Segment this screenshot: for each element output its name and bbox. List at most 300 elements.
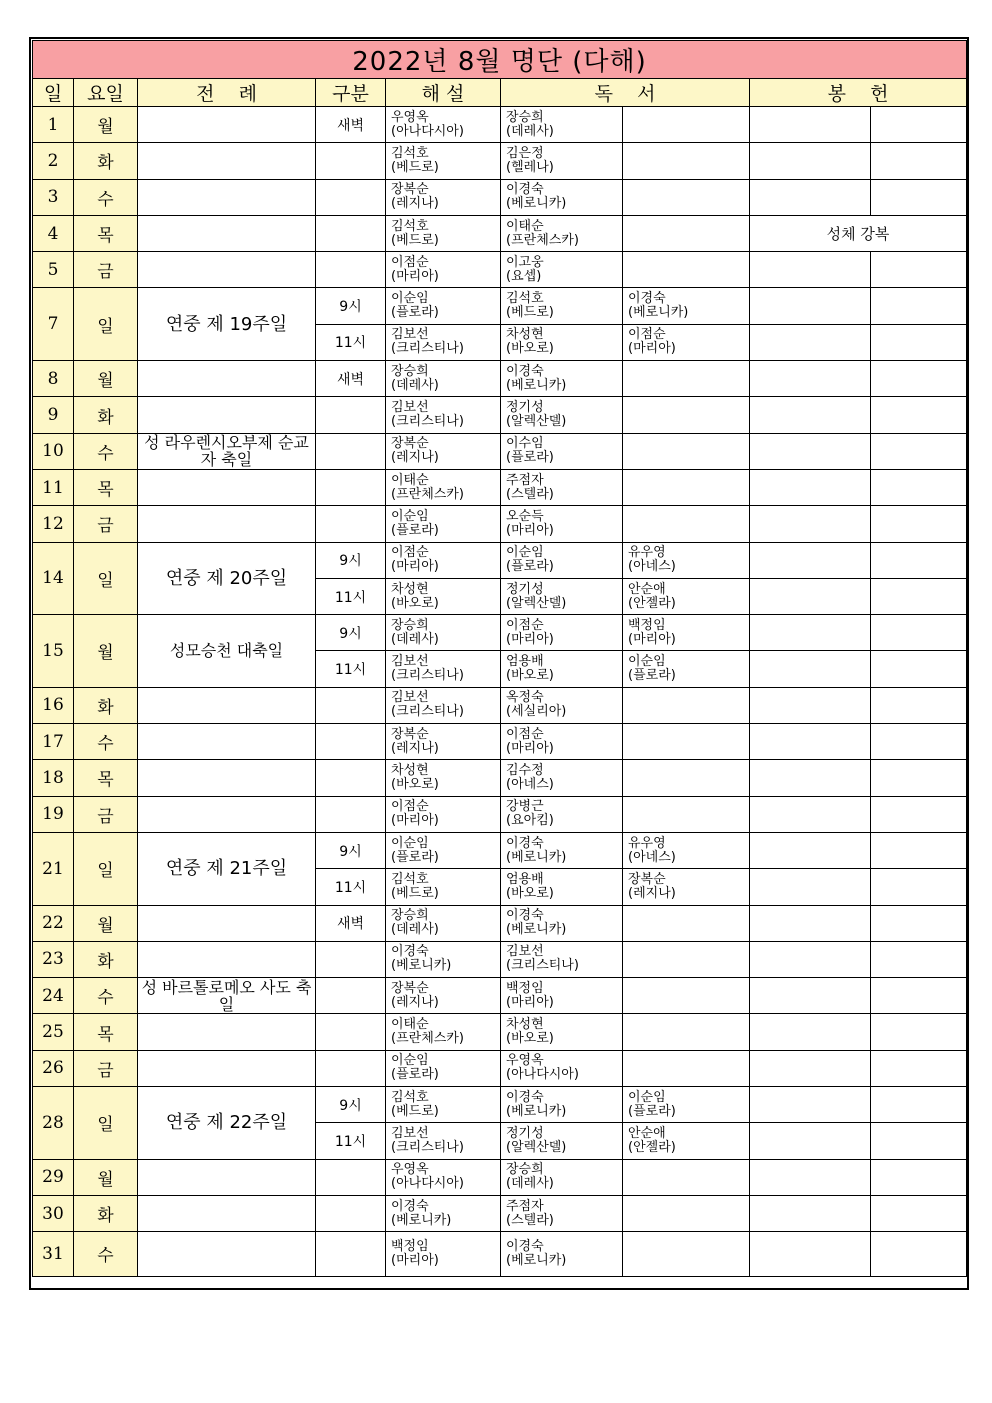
table-row: [33, 143, 967, 179]
person-name: 정기성: [506, 1125, 544, 1141]
table-row: [33, 615, 967, 651]
baptismal-name: (알렉산델): [506, 414, 567, 430]
cell-reader-1: [501, 506, 623, 542]
baptismal-name: (마리아): [391, 1252, 439, 1268]
table-row: [33, 361, 967, 397]
cell-dow: 목: [74, 1014, 138, 1050]
cell-reader-2: [623, 433, 750, 469]
baptismal-name: (크리스티나): [391, 1139, 464, 1155]
person-name: 장복순: [628, 871, 666, 887]
baptismal-name: (아나다시아): [391, 1176, 464, 1192]
cell-liturgy: 연중 제 22주일: [138, 1087, 316, 1160]
cell-commentary: [386, 288, 501, 324]
cell-reader-2: [623, 252, 750, 288]
cell-offering-2: [871, 796, 967, 832]
cell-commentary: [386, 107, 501, 143]
person-name: 엄용배: [506, 654, 544, 670]
cell-offering-1: [750, 143, 871, 179]
person-name: 장승희: [391, 617, 429, 633]
cell-offering-1: [750, 905, 871, 941]
baptismal-name: (데레사): [506, 123, 554, 139]
person-name: 이경숙: [506, 1238, 544, 1254]
person-name: 이순임: [628, 654, 666, 670]
page-title: 2022년 8월 명단 (다해): [33, 41, 967, 79]
person-name: 김석호: [506, 291, 544, 307]
cell-commentary: [386, 542, 501, 578]
table-row: [33, 1232, 967, 1276]
cell-type: [316, 1159, 386, 1195]
cell-commentary: [386, 687, 501, 723]
cell-offering-1: [750, 651, 871, 687]
cell-type: [316, 941, 386, 977]
baptismal-name: (레지나): [391, 740, 439, 756]
person-name: 이경숙: [506, 182, 544, 198]
person-name: 장승희: [391, 908, 429, 924]
cell-offering-1: [750, 724, 871, 760]
cell-reader-2: [623, 941, 750, 977]
cell-dow: 화: [74, 941, 138, 977]
cell-offering-2: [871, 905, 967, 941]
cell-offering-1: [750, 1232, 871, 1276]
cell-liturgy: 연중 제 19주일: [138, 288, 316, 361]
cell-type: 9시: [316, 615, 386, 651]
cell-offering-1: [750, 506, 871, 542]
cell-day: 25: [33, 1014, 74, 1050]
cell-commentary: [386, 433, 501, 469]
cell-reader-2: [623, 107, 750, 143]
cell-reader-1: [501, 397, 623, 433]
cell-reader-1: [501, 252, 623, 288]
baptismal-name: (바오로): [506, 1031, 554, 1047]
cell-reader-2: [623, 796, 750, 832]
cell-offering-1: [750, 941, 871, 977]
cell-reader-1: [501, 1087, 623, 1123]
cell-commentary: [386, 252, 501, 288]
person-name: 오순득: [506, 508, 544, 524]
cell-offering-1: [750, 615, 871, 651]
cell-day: 29: [33, 1159, 74, 1195]
cell-reader-1: [501, 651, 623, 687]
cell-dow: 화: [74, 397, 138, 433]
cell-offering-2: [871, 433, 967, 469]
baptismal-name: (요셉): [506, 268, 542, 284]
person-name: 백정임: [391, 1238, 429, 1254]
cell-dow: 수: [74, 179, 138, 215]
person-name: 장승희: [391, 363, 429, 379]
cell-day: 23: [33, 941, 74, 977]
person-name: 백정임: [628, 617, 666, 633]
cell-offering-2: [871, 978, 967, 1014]
cell-dow: 목: [74, 760, 138, 796]
cell-dow: 화: [74, 1195, 138, 1231]
cell-type: [316, 978, 386, 1014]
cell-offering-2: [871, 542, 967, 578]
cell-liturgy: [138, 397, 316, 433]
cell-reader-1: [501, 615, 623, 651]
cell-offering-2: [871, 107, 967, 143]
baptismal-name: (헬레나): [506, 159, 554, 175]
cell-day: 31: [33, 1232, 74, 1276]
cell-liturgy: [138, 1232, 316, 1276]
baptismal-name: (바오로): [506, 341, 554, 357]
cell-type: 11시: [316, 324, 386, 360]
person-name: 이수임: [506, 436, 544, 452]
cell-offering-2: [871, 1087, 967, 1123]
cell-commentary: [386, 832, 501, 868]
person-name: 이태순: [391, 472, 429, 488]
cell-liturgy: [138, 107, 316, 143]
table-row: [33, 252, 967, 288]
cell-commentary: [386, 361, 501, 397]
table-row: [33, 941, 967, 977]
person-name: 김보선: [391, 654, 429, 670]
cell-offering-1: [750, 832, 871, 868]
cell-liturgy: [138, 760, 316, 796]
cell-offering-2: [871, 324, 967, 360]
cell-day: 26: [33, 1050, 74, 1086]
cell-reader-1: [501, 724, 623, 760]
cell-commentary: [386, 651, 501, 687]
cell-commentary: [386, 1014, 501, 1050]
cell-liturgy: 연중 제 20주일: [138, 542, 316, 615]
cell-day: 2: [33, 143, 74, 179]
baptismal-name: (마리아): [506, 522, 554, 538]
cell-type: [316, 1195, 386, 1231]
cell-offering-1: [750, 1159, 871, 1195]
person-name: 정기성: [506, 581, 544, 597]
person-name: 이태순: [506, 218, 544, 234]
baptismal-name: (베드로): [391, 1103, 439, 1119]
header-row: [33, 79, 967, 107]
baptismal-name: (요아킴): [506, 813, 554, 829]
person-name: 이점순: [391, 254, 429, 270]
cell-offering-2: [871, 1123, 967, 1159]
table-row: [33, 832, 967, 868]
cell-offering-1: [750, 469, 871, 505]
cell-day: 7: [33, 288, 74, 361]
cell-offering-1: [750, 397, 871, 433]
person-name: 이경숙: [506, 363, 544, 379]
cell-offering-2: [871, 1159, 967, 1195]
person-name: 이점순: [391, 545, 429, 561]
cell-commentary: [386, 324, 501, 360]
cell-type: [316, 215, 386, 251]
cell-day: 10: [33, 433, 74, 469]
cell-liturgy: [138, 1014, 316, 1050]
cell-commentary: [386, 615, 501, 651]
baptismal-name: (데레사): [391, 922, 439, 938]
cell-offering-1: [750, 978, 871, 1014]
cell-offering-2: [871, 179, 967, 215]
cell-commentary: [386, 905, 501, 941]
cell-dow: 금: [74, 796, 138, 832]
baptismal-name: (아나다시아): [506, 1067, 579, 1083]
cell-day: 8: [33, 361, 74, 397]
cell-dow: 일: [74, 832, 138, 905]
cell-offering-2: [871, 832, 967, 868]
cell-offering-2: [871, 869, 967, 905]
baptismal-name: (마리아): [391, 268, 439, 284]
cell-reader-2: [623, 687, 750, 723]
cell-offering-1: [750, 578, 871, 614]
baptismal-name: (플로라): [391, 1067, 439, 1083]
baptismal-name: (크리스티나): [391, 668, 464, 684]
cell-offering-2: [871, 1014, 967, 1050]
person-name: 우영옥: [391, 1162, 429, 1178]
cell-day: 5: [33, 252, 74, 288]
baptismal-name: (마리아): [506, 994, 554, 1010]
cell-dow: 수: [74, 724, 138, 760]
cell-reader-1: [501, 107, 623, 143]
table-row: [33, 1014, 967, 1050]
cell-dow: 화: [74, 143, 138, 179]
cell-commentary: [386, 1195, 501, 1231]
person-name: 차성현: [391, 762, 429, 778]
person-name: 이경숙: [506, 908, 544, 924]
cell-dow: 월: [74, 905, 138, 941]
cell-reader-2: [623, 1232, 750, 1276]
cell-reader-2: [623, 1123, 750, 1159]
cell-liturgy: 성모승천 대축일: [138, 615, 316, 688]
person-name: 이경숙: [628, 291, 666, 307]
cell-liturgy: [138, 796, 316, 832]
cell-dow: 월: [74, 361, 138, 397]
cell-reader-1: [501, 1050, 623, 1086]
cell-liturgy: [138, 724, 316, 760]
cell-offering-1: [750, 1087, 871, 1123]
cell-liturgy: [138, 143, 316, 179]
cell-type: [316, 1050, 386, 1086]
baptismal-name: (레지나): [391, 450, 439, 466]
baptismal-name: (마리아): [506, 631, 554, 647]
person-name: 이순임: [506, 545, 544, 561]
cell-offering-1: [750, 179, 871, 215]
cell-reader-1: [501, 578, 623, 614]
cell-liturgy: [138, 1159, 316, 1195]
header-reading: 독 서: [501, 79, 750, 107]
cell-reader-2: [623, 615, 750, 651]
cell-reader-2: [623, 1087, 750, 1123]
baptismal-name: (아네스): [628, 559, 676, 575]
person-name: 주점자: [506, 1198, 544, 1214]
cell-type: [316, 1232, 386, 1276]
person-name: 장승희: [506, 109, 544, 125]
cell-type: [316, 469, 386, 505]
header-commentary: 해 설: [386, 79, 501, 107]
cell-type: [316, 179, 386, 215]
baptismal-name: (크리스티나): [391, 414, 464, 430]
table-row: [33, 1195, 967, 1231]
baptismal-name: (베드로): [506, 305, 554, 321]
table-row: [33, 288, 967, 324]
person-name: 장복순: [391, 726, 429, 742]
cell-day: 24: [33, 978, 74, 1014]
cell-type: 9시: [316, 542, 386, 578]
cell-offering-2: [871, 651, 967, 687]
cell-offering-2: [871, 397, 967, 433]
baptismal-name: (바오로): [506, 668, 554, 684]
cell-type: 11시: [316, 1123, 386, 1159]
baptismal-name: (베로니카): [628, 305, 689, 321]
cell-commentary: [386, 1159, 501, 1195]
cell-reader-1: [501, 941, 623, 977]
cell-liturgy: [138, 215, 316, 251]
person-name: 이고웅: [506, 254, 544, 270]
roster-sheet: [29, 37, 969, 1290]
cell-liturgy: [138, 1195, 316, 1231]
cell-reader-2: [623, 1195, 750, 1231]
table-row: [33, 1050, 967, 1086]
baptismal-name: (베로니카): [506, 377, 567, 393]
person-name: 이순임: [391, 291, 429, 307]
cell-liturgy: [138, 687, 316, 723]
cell-commentary: [386, 578, 501, 614]
table-row: [33, 1087, 967, 1123]
cell-liturgy: 연중 제 21주일: [138, 832, 316, 905]
cell-reader-1: [501, 832, 623, 868]
cell-dow: 수: [74, 1232, 138, 1276]
baptismal-name: (프란체스카): [506, 232, 579, 248]
baptismal-name: (프란체스카): [391, 486, 464, 502]
cell-type: 9시: [316, 288, 386, 324]
baptismal-name: (알렉산델): [506, 1139, 567, 1155]
cell-dow: 금: [74, 1050, 138, 1086]
cell-commentary: [386, 179, 501, 215]
cell-reader-1: [501, 1195, 623, 1231]
cell-reader-1: [501, 1232, 623, 1276]
cell-reader-1: [501, 433, 623, 469]
cell-dow: 금: [74, 506, 138, 542]
person-name: 김석호: [391, 218, 429, 234]
baptismal-name: (베로니카): [506, 1252, 567, 1268]
cell-type: [316, 252, 386, 288]
baptismal-name: (플로라): [506, 559, 554, 575]
cell-liturgy: [138, 1050, 316, 1086]
person-name: 김석호: [391, 145, 429, 161]
cell-offering-1: [750, 1123, 871, 1159]
cell-type: 새벽: [316, 361, 386, 397]
cell-liturgy: [138, 506, 316, 542]
cell-dow: 일: [74, 542, 138, 615]
person-name: 주점자: [506, 472, 544, 488]
cell-commentary: [386, 1232, 501, 1276]
cell-type: [316, 433, 386, 469]
cell-offering-2: [871, 469, 967, 505]
cell-reader-1: [501, 869, 623, 905]
cell-type: [316, 760, 386, 796]
cell-type: [316, 397, 386, 433]
cell-reader-1: [501, 1159, 623, 1195]
cell-offering-1: [750, 324, 871, 360]
cell-offering-1: [750, 869, 871, 905]
cell-commentary: [386, 469, 501, 505]
cell-offering-2: [871, 361, 967, 397]
person-name: 백정임: [506, 980, 544, 996]
table-row: [33, 397, 967, 433]
baptismal-name: (베로니카): [506, 1103, 567, 1119]
person-name: 이점순: [506, 617, 544, 633]
cell-reader-2: [623, 361, 750, 397]
person-name: 김보선: [391, 327, 429, 343]
cell-reader-2: [623, 179, 750, 215]
person-name: 엄용배: [506, 871, 544, 887]
person-name: 차성현: [391, 581, 429, 597]
table-row: [33, 687, 967, 723]
table-row: [33, 760, 967, 796]
cell-offering-2: [871, 1232, 967, 1276]
cell-reader-1: [501, 288, 623, 324]
baptismal-name: (아네스): [506, 776, 554, 792]
cell-day: 17: [33, 724, 74, 760]
cell-type: 9시: [316, 832, 386, 868]
person-name: 유우영: [628, 545, 666, 561]
baptismal-name: (크리스티나): [506, 958, 579, 974]
cell-offering-1: [750, 433, 871, 469]
baptismal-name: (아네스): [628, 849, 676, 865]
header-type: 구분: [316, 79, 386, 107]
person-name: 김은정: [506, 145, 544, 161]
person-name: 이점순: [391, 799, 429, 815]
baptismal-name: (플로라): [391, 305, 439, 321]
baptismal-name: (마리아): [506, 740, 554, 756]
person-name: 이경숙: [506, 835, 544, 851]
cell-reader-2: [623, 469, 750, 505]
baptismal-name: (데레사): [391, 377, 439, 393]
cell-liturgy: [138, 361, 316, 397]
cell-day: 12: [33, 506, 74, 542]
person-name: 장복순: [391, 182, 429, 198]
cell-reader-2: [623, 832, 750, 868]
cell-reader-2: [623, 288, 750, 324]
cell-reader-2: [623, 760, 750, 796]
cell-dow: 목: [74, 215, 138, 251]
table-row: [33, 107, 967, 143]
cell-reader-2: [623, 1050, 750, 1086]
person-name: 유우영: [628, 835, 666, 851]
person-name: 우영옥: [391, 109, 429, 125]
person-name: 김수정: [506, 762, 544, 778]
person-name: 정기성: [506, 400, 544, 416]
cell-dow: 일: [74, 1087, 138, 1160]
cell-reader-2: [623, 215, 750, 251]
person-name: 김석호: [391, 871, 429, 887]
cell-reader-1: [501, 905, 623, 941]
person-name: 이순임: [391, 1053, 429, 1069]
baptismal-name: (세실리아): [506, 704, 567, 720]
person-name: 이순임: [391, 508, 429, 524]
header-liturgy: 전 례: [138, 79, 316, 107]
header-dow: 요일: [74, 79, 138, 107]
baptismal-name: (베드로): [391, 885, 439, 901]
roster-table: [32, 40, 967, 1277]
baptismal-name: (마리아): [628, 631, 676, 647]
cell-liturgy: [138, 905, 316, 941]
cell-reader-2: [623, 724, 750, 760]
person-name: 옥정숙: [506, 690, 544, 706]
cell-reader-2: [623, 905, 750, 941]
cell-reader-2: [623, 397, 750, 433]
person-name: 이경숙: [391, 944, 429, 960]
baptismal-name: (베드로): [391, 232, 439, 248]
cell-reader-1: [501, 179, 623, 215]
cell-commentary: [386, 796, 501, 832]
cell-reader-1: [501, 143, 623, 179]
cell-dow: 월: [74, 107, 138, 143]
cell-commentary: [386, 978, 501, 1014]
cell-type: [316, 1014, 386, 1050]
cell-type: [316, 506, 386, 542]
table-row: [33, 542, 967, 578]
